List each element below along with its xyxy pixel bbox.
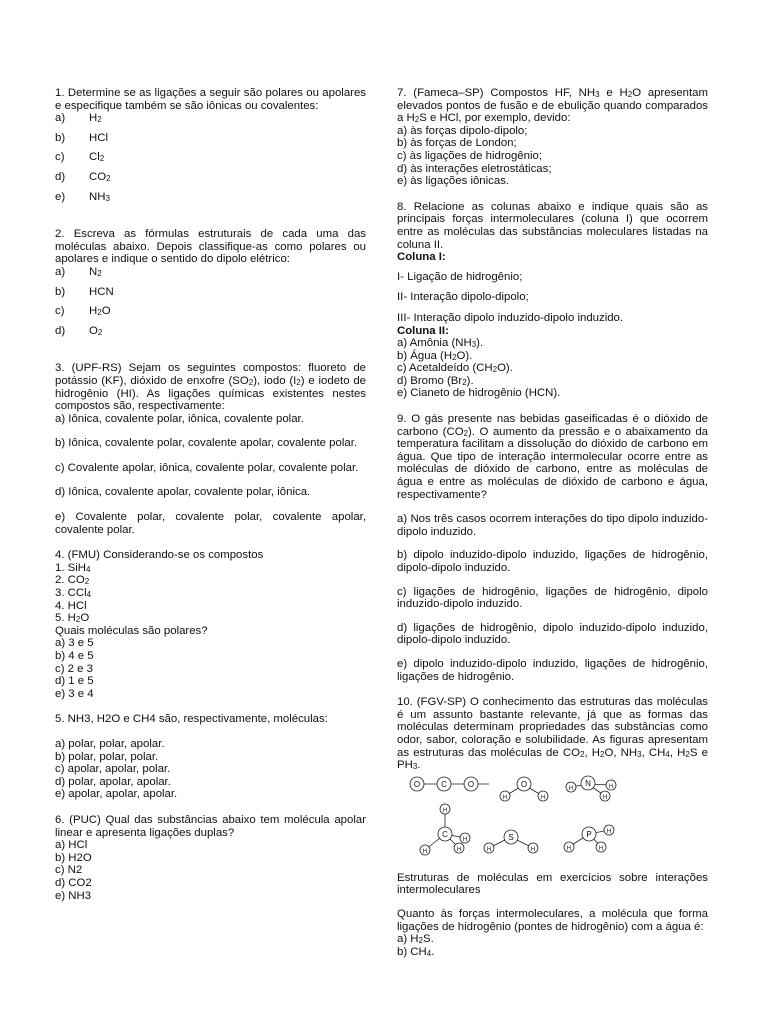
question-10 [397,696,708,958]
svg-text:H: H [602,794,608,801]
option-b: b) às forças de London; [397,137,517,150]
option-e: e) Covalente polar, covalente polar, covalente apolar, covalente polar. [55,511,366,536]
svg-text:H: H [540,794,546,801]
option-a: a) $H_2$ [55,112,102,125]
question-1-options [55,112,366,203]
svg-text:H: H [502,794,508,801]
svg-text:H: H [606,828,612,835]
option-e: e) dipolo induzido-dipolo induzido, ligações de hidrogênio, ligações de hidrogênio. [397,657,708,683]
right-column [397,87,708,971]
option-a: a) HCl [55,839,88,852]
coluna-ii-item-d: d) Bromo $(Br_2)$. [397,374,474,387]
svg-text:H: H [598,845,604,852]
compound-2: 2. $CO_2$ [55,574,90,587]
question-4 [55,549,366,700]
molecule-structures-figure [401,774,641,868]
compound-3: 3. CCl$_4$ [55,587,92,600]
coluna-ii-item-a: a) Amônia $(NH_3)$. [397,337,484,350]
svg-text:H: H [608,783,614,790]
question-5-text: 5. NH3, H2O e CH4 são, respectivamente, moléculas: [55,713,328,726]
h2s-molecule [484,830,538,853]
option-a: a) às forças dipolo-dipolo; [397,124,528,137]
option-d: d) às interações eletrostáticas; [397,162,552,175]
option-c: c) 2 e 3 [55,662,93,675]
option-d: d) 1 e 5 [55,675,94,688]
coluna-ii-item-e: e) Cianeto de hidrogênio (HCN). [397,387,561,400]
option-a: a) $H_2S$. [397,933,434,946]
question-2-text: 2. Escreva as fórmulas estruturais de cada uma das moléculas abaixo. Depois classifique-as como polares ou apolares e indique o sentido do dipolo elétrico: [55,228,366,266]
question-10-question: Quanto às forças intermoleculares, a molécula que forma ligações de hidrogênio (pontes de hidrogênio) com a água é: [397,907,708,933]
nh3-molecule [566,776,616,801]
coluna-ii-item-c: c) Acetaldeído $(CH_2O)$. [397,362,513,375]
coluna-i-item-3: III- Interação dipolo induzido-dipolo induzido. [397,311,624,324]
svg-text:H: H [568,785,574,792]
option-e: e) NH3 [55,889,92,902]
figure-caption: Estruturas de moléculas em exercícios sobre interações intermoleculares [397,871,708,897]
compound-5: 5. $H_2O$ [55,612,90,625]
option-a: a) Nos três casos ocorrem interações do tipo dipolo induzido-dipolo induzido. [397,513,708,538]
option-b: b) polar, polar, polar. [55,750,159,763]
option-b: b) H2O [55,851,92,864]
svg-text:C: C [441,779,447,789]
option-b: b) HCN [55,285,114,298]
co2-molecule [410,777,489,791]
option-c: c) Covalente apolar, iônica, covalente polar, covalente polar. [55,461,359,474]
question-4-text: 4. (FMU) Considerando-se os compostos [55,549,264,562]
svg-text:P: P [586,829,592,839]
svg-text:H: H [462,836,468,843]
question-8 [397,201,708,400]
svg-text:H: H [566,845,572,852]
option-a: a) $N_2$ [55,265,102,278]
option-d: d) polar, apolar, apolar. [55,775,171,788]
coluna-i-title: Coluna I: [397,251,446,264]
option-b: b) dipolo induzido-dipolo induzido, ligações de hidrogênio, dipolo-dipolo induzido. [397,549,708,574]
option-d: d) CO2 [55,876,92,889]
question-3-text: 3. (UPF-RS) Sejam os seguintes compostos: fluoreto de potássio (KF), dióxido de enxofre $(SO_2)$, iodo $(I_2)$ e iodeto de hidrogênio (HI). As ligações químicas existentes nestes compostos são, respectivamente: [55,362,366,413]
svg-text:O: O [467,779,475,789]
coluna-ii-item-b: b) Água $(H_2O)$. [397,349,473,362]
svg-text:O: O [413,779,421,789]
question-7 [397,87,708,188]
option-b: b) HCl [55,131,108,144]
option-d: d) Iônica, covalente apolar, covalente polar, iônica. [55,486,311,499]
svg-text:C: C [442,829,448,839]
svg-text:H: H [456,846,462,853]
svg-text:N: N [585,778,591,788]
option-e: e) às ligações iônicas. [397,175,510,188]
option-a: a) Iônica, covalente polar, iônica, covalente polar. [55,412,304,425]
coluna-ii-title: Coluna II: [397,324,449,337]
option-c: c) N2 [55,864,83,877]
question-5 [55,713,366,801]
option-e: e) apolar, apolar, apolar. [55,788,178,801]
ph3-molecule [564,825,614,852]
question-9 [397,413,708,683]
svg-text:O: O [520,779,528,789]
question-6-text: 6. (PUC) Qual das substâncias abaixo tem molécula apolar linear e apresenta ligações duplas? [55,813,366,839]
option-b: b) Iônica, covalente polar, covalente apolar, covalente polar. [55,437,358,450]
question-2 [55,228,366,337]
option-c: c) às ligações de hidrogênio; [397,149,543,162]
question-7-text: 7. (Fameca–SP) Compostos HF, $NH_3$ e $H_2O$ apresentam elevados pontos de fusão e de ebulição quando comparados a $H_2S$ e HCl, por exemplo, devido: [397,87,708,125]
svg-text:H: H [422,848,428,855]
compound-4: 4. HCl [55,599,87,612]
question-10-text: 10. (FGV-SP) O conhecimento das estruturas das moléculas é um assunto bastante relevante, já que as formas das moléculas determinam propriedades das substâncias como odor, sabor, coloração e solubilidade. As figuras apresentam as estruturas das moléculas de $CO_2$, $H_2O$, $NH_3$, $CH_4$, $H_2S$ e $PH_3$. [397,696,708,772]
question-1 [55,87,366,203]
svg-text:S: S [508,832,514,842]
coluna-i-item-2: II- Interação dipolo-dipolo; [397,291,529,304]
option-d: d) $CO_2$ [55,170,111,183]
question-4-question: Quais moléculas são polares? [55,624,208,637]
option-c: c) $H_2O$ [55,305,111,318]
question-8-text: 8. Relacione as colunas abaixo e indique quais são as principais forças intermoleculares (coluna I) que ocorrem entre as moléculas das substâncias moleculares listadas na coluna II. [397,200,708,251]
coluna-i-item-1: I- Ligação de hidrogênio; [397,270,523,283]
compound-1: 1. SiH$_4$ [55,561,91,574]
option-d: d) $O_2$ [55,324,103,337]
svg-text:H: H [530,846,536,853]
option-e: e) $NH_3$ [55,190,110,203]
option-a: a) 3 e 5 [55,637,94,650]
question-3 [55,362,366,536]
option-c: c) ligações de hidrogênio, ligações de hidrogênio, dipolo induzido-dipolo induzido. [397,585,708,611]
question-6 [55,814,366,902]
ch4-molecule [420,804,470,855]
left-column [55,87,366,915]
option-c: c) apolar, apolar, polar. [55,763,171,776]
option-b: b) $CH_4$. [397,945,435,958]
svg-text:H: H [442,807,448,814]
h2o-molecule [500,777,548,801]
option-d: d) ligações de hidrogênio, dipolo induzido-dipolo induzido, dipolo-dipolo induzido. [397,621,708,647]
option-a: a) polar, polar, apolar. [55,737,165,750]
option-c: c) $Cl_2$ [55,151,105,164]
option-b: b) 4 e 5 [55,650,94,662]
svg-text:H: H [486,846,492,853]
question-9-text: 9. O gás presente nas bebidas gaseificadas é o dióxido de carbono $(CO_2)$. O aumento da pressão e o abaixamento da temperatura facilitam a dissolução do dióxido de carbono em água. Que tipo de interação intermolecular ocorre entre as moléculas de dióxido de carbono, entre as moléculas de água e entre as moléculas de dióxido de carbono e água, respectivamente? [397,413,708,501]
question-1-text: 1. Determine se as ligações a seguir são polares ou apolares e especifique também se são iônicas ou covalentes: [55,87,366,112]
option-e: e) 3 e 4 [55,687,94,700]
